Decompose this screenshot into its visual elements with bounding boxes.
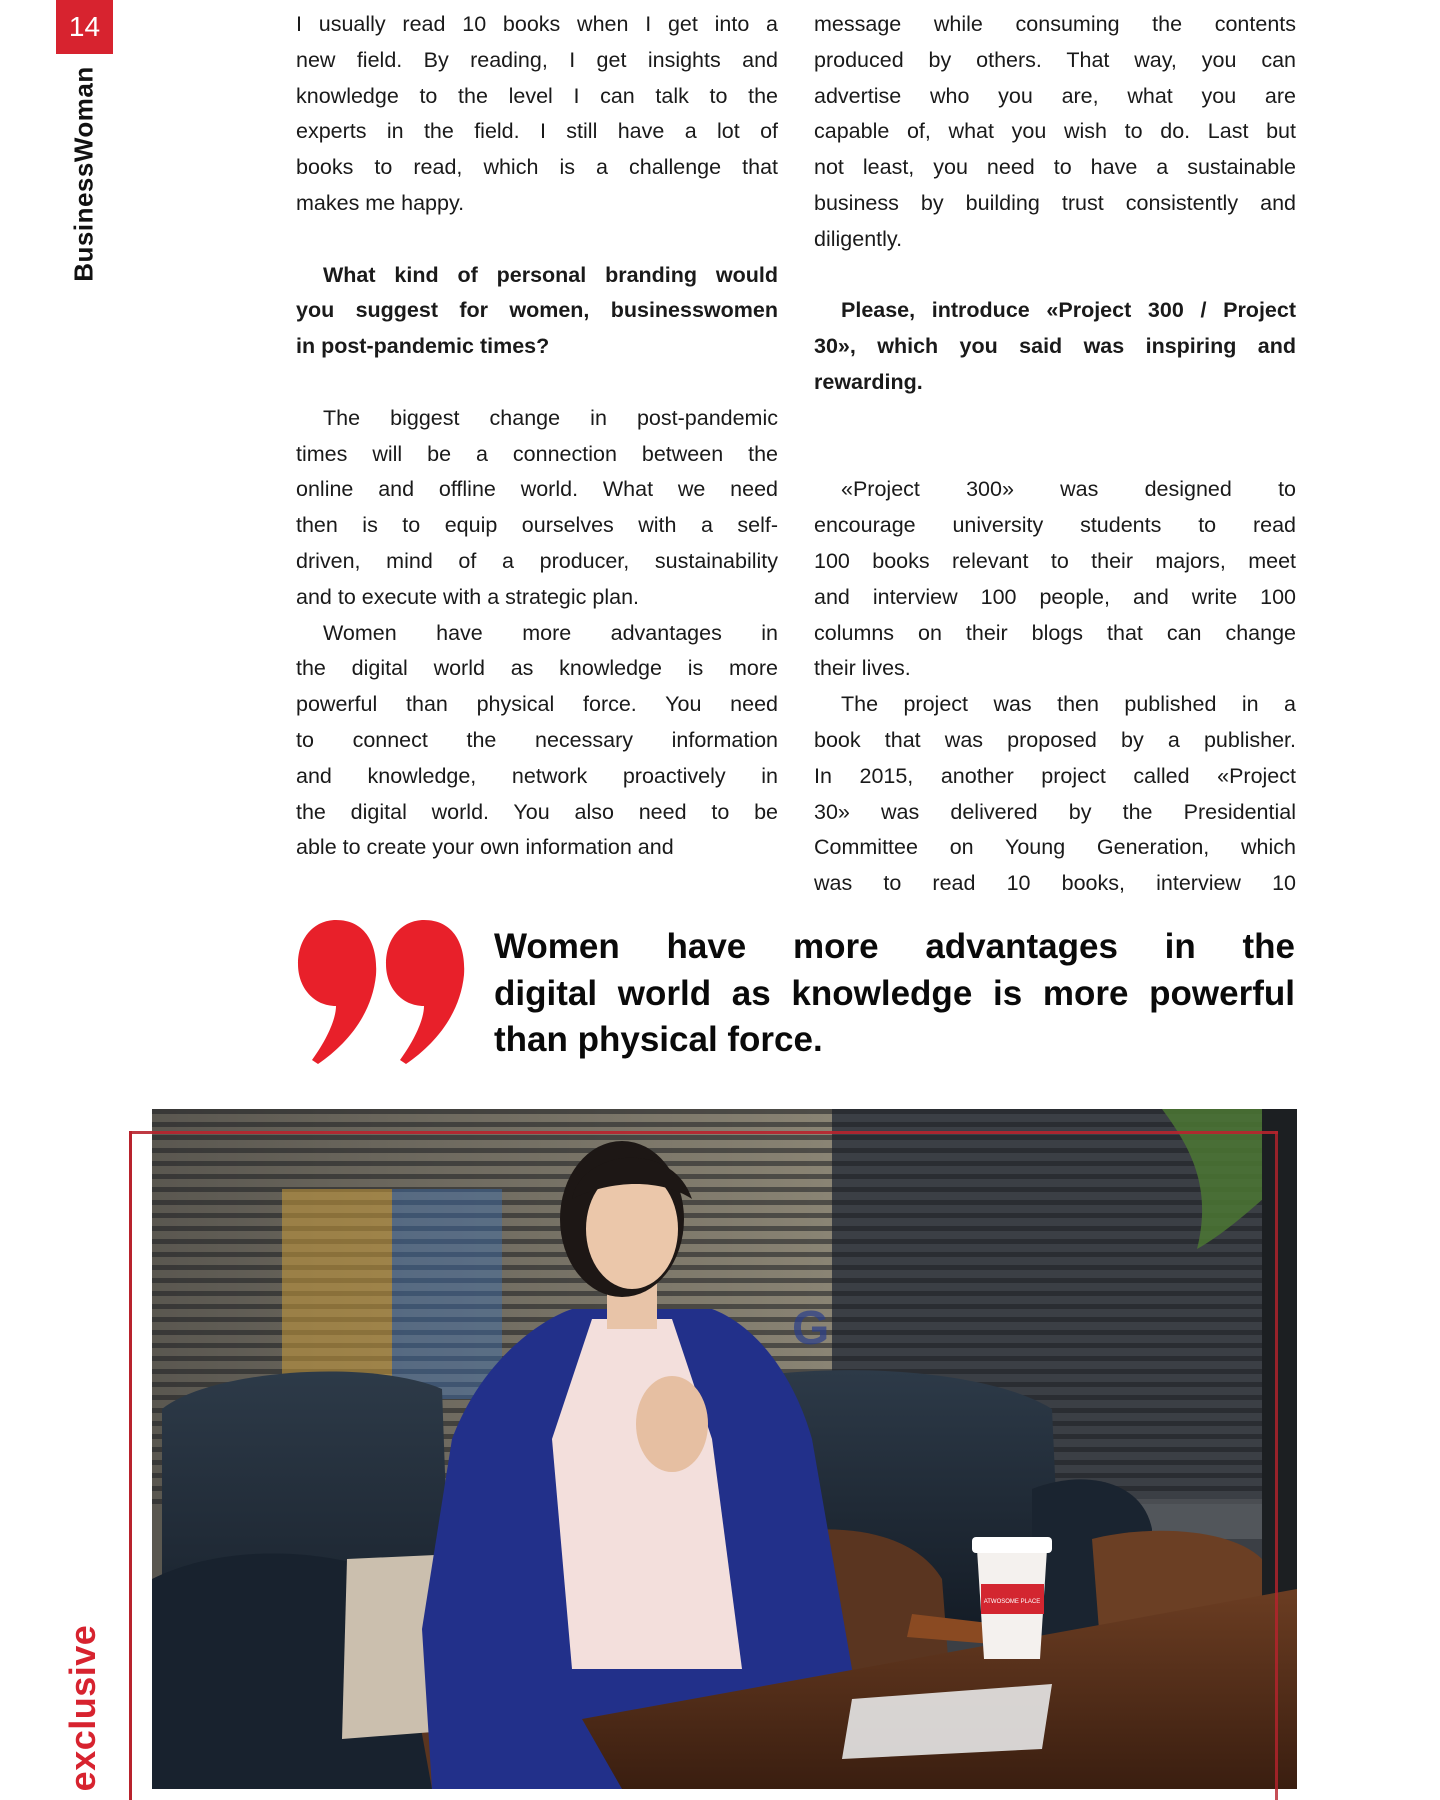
page-number: 14 xyxy=(56,0,113,54)
text-line: driven, mind of a producer, sustainability xyxy=(296,548,778,573)
text-line: message while consuming the contents xyxy=(814,12,1296,36)
text-line: Committee on Young Generation, which xyxy=(814,835,1296,860)
interview-photo xyxy=(152,1109,1297,1789)
text-line: not least, you need to have a sustainable xyxy=(814,155,1296,180)
spacer xyxy=(296,222,778,258)
pull-quote-line: than physical force. xyxy=(494,1020,823,1059)
text-line: «Project 300» was designed to xyxy=(841,477,1296,502)
text-line: their lives. xyxy=(814,656,911,681)
decorative-frame-left xyxy=(129,1131,132,1800)
spacer xyxy=(296,365,778,401)
pull-quote-line: Women have more advantages in the xyxy=(494,927,1295,966)
magazine-name: BusinessWoman xyxy=(68,66,99,282)
svg-text:G: G xyxy=(792,1302,830,1355)
cup-label: ATWOSOME PLACE xyxy=(983,1599,1041,1605)
text-line: Women have more advantages in xyxy=(323,620,778,645)
text-line: diligently. xyxy=(814,226,903,251)
text-line: new field. By reading, I get insights and xyxy=(296,47,778,72)
right-text-column xyxy=(814,7,1296,902)
text-line: then is to equip ourselves with a self- xyxy=(296,513,778,538)
text-line: advertise who you are, what you are xyxy=(814,83,1296,108)
question-line: 30», which you said was inspiring and xyxy=(814,334,1296,359)
text-line: capable of, what you wish to do. Last but xyxy=(814,119,1296,144)
text-line: times will be a connection between the xyxy=(296,441,778,466)
question-line: in post-pandemic times? xyxy=(296,334,550,359)
blind-slat xyxy=(152,1109,1262,1114)
spacer xyxy=(814,437,1296,473)
text-line: encourage university students to read xyxy=(814,513,1296,538)
text-line: knowledge to the level I can talk to the xyxy=(296,83,778,108)
text-line: The biggest change in post-pandemic xyxy=(323,405,778,430)
text-line: able to create your own information and xyxy=(296,835,674,860)
text-line: the digital world as knowledge is more xyxy=(296,656,778,681)
decorative-frame-top xyxy=(129,1131,1278,1134)
question-line: Please, introduce «Project 300 / Project xyxy=(841,298,1296,323)
spacer xyxy=(814,401,1296,437)
text-line: 100 books relevant to their majors, meet xyxy=(814,548,1296,573)
blind-slat xyxy=(152,1148,1262,1153)
spacer xyxy=(814,258,1296,294)
text-line: books to read, which is a challenge that xyxy=(296,155,778,180)
blind-slat xyxy=(152,1161,1262,1166)
text-line: was to read 10 books, interview 10 xyxy=(814,871,1296,896)
text-line: I usually read 10 books when I get into a xyxy=(296,12,778,36)
pull-quote-line: digital world as knowledge is more powerful xyxy=(494,973,1295,1013)
text-line: to connect the necessary information xyxy=(296,727,778,752)
text-line: experts in the field. I still have a lot of xyxy=(296,119,778,144)
decorative-frame-right xyxy=(1275,1131,1278,1800)
left-text-column xyxy=(296,7,778,866)
question-line: What kind of personal branding would xyxy=(323,262,778,287)
text-line: and to execute with a strategic plan. xyxy=(296,584,640,609)
text-line: produced by others. That way, you can xyxy=(814,47,1296,72)
text-line: online and offline world. What we need xyxy=(296,477,778,502)
blind-slat xyxy=(152,1135,1262,1140)
blind-slat xyxy=(152,1174,1262,1179)
text-line: 30» was delivered by the Presidential xyxy=(814,799,1296,824)
question-line: you suggest for women, businesswomen xyxy=(296,298,778,323)
pull-quote xyxy=(494,924,1295,1064)
text-line: the digital world. You also need to be xyxy=(296,799,778,824)
text-line: business by building trust consistently and xyxy=(814,190,1296,215)
text-line: columns on their blogs that can change xyxy=(814,620,1296,645)
question-line: rewarding. xyxy=(814,369,923,394)
text-line: makes me happy. xyxy=(296,190,465,215)
blind-slat xyxy=(152,1122,1262,1127)
text-line: and interview 100 people, and write 100 xyxy=(814,584,1296,609)
section-label: exclusive xyxy=(62,1624,103,1792)
text-line: The project was then published in a xyxy=(841,692,1296,717)
text-line: In 2015, another project called «Project xyxy=(814,763,1296,788)
quote-mark-icon xyxy=(296,920,466,1064)
text-line: book that was proposed by a publisher. xyxy=(814,727,1296,752)
text-line: powerful than physical force. You need xyxy=(296,692,778,717)
text-line: and knowledge, network proactively in xyxy=(296,763,778,788)
